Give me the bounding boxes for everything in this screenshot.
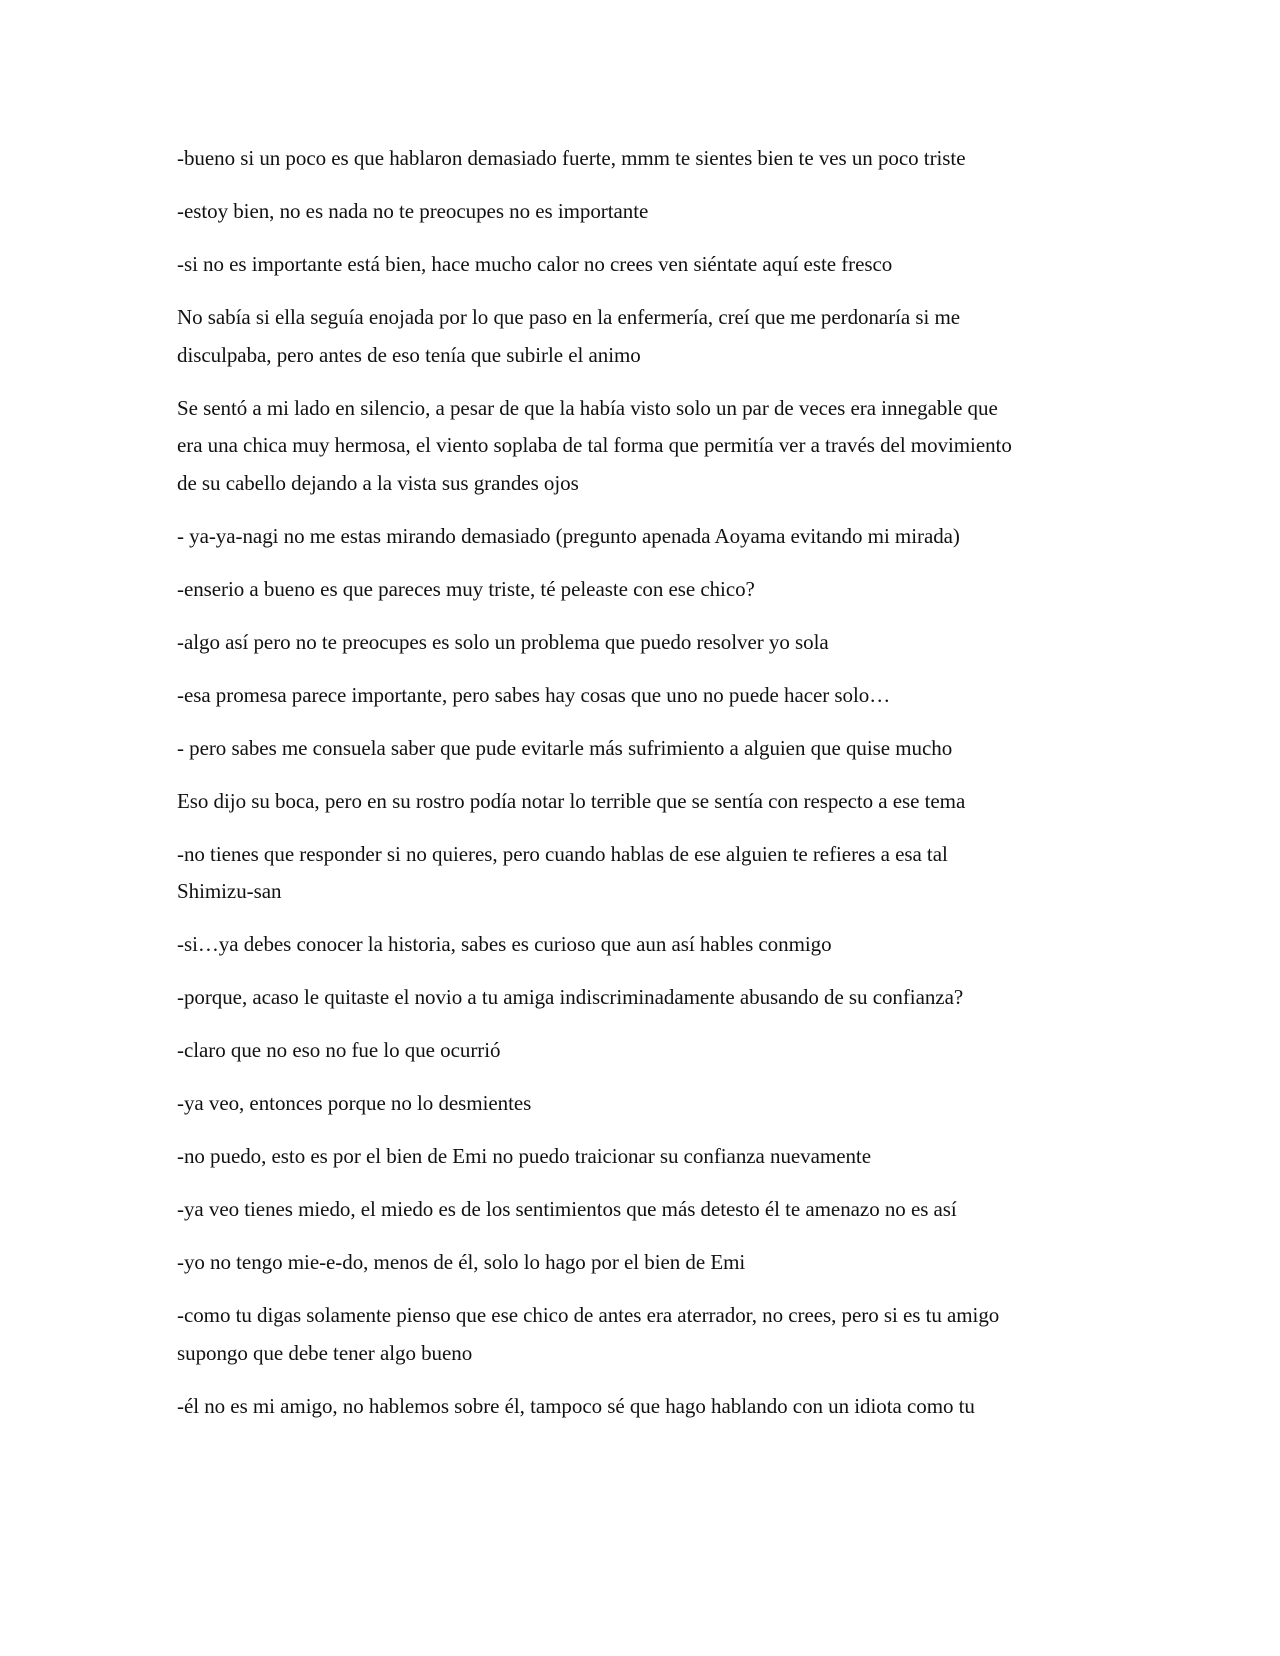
paragraph-3	[177, 246, 1117, 284]
text-line: -no tienes que responder si no quieres, pero cuando hablas de ese alguien te refieres a esa tal	[177, 841, 948, 866]
paragraph-8	[177, 624, 1117, 662]
text-line: supongo que debe tener algo bueno	[177, 1340, 473, 1365]
text-line: era una chica muy hermosa, el viento soplaba de tal forma que permitía ver a través del movimiento	[177, 433, 1012, 457]
paragraph-4	[177, 299, 1117, 374]
paragraph-9	[177, 677, 1117, 715]
text-line: -si…ya debes conocer la historia, sabes es curioso que aun así hables conmigo	[177, 932, 832, 956]
paragraph-15	[177, 1032, 1117, 1070]
text-line: -porque, acaso le quitaste el novio a tu amiga indiscriminadamente abusando de su confianza?	[177, 985, 964, 1009]
paragraph-2	[177, 193, 1117, 231]
text-line: -estoy bien, no es nada no te preocupes no es importante	[177, 199, 649, 223]
paragraph-19	[177, 1244, 1117, 1282]
paragraph-14	[177, 979, 1117, 1017]
text-line: -ya veo tienes miedo, el miedo es de los sentimientos que más detesto él te amenazo no es así	[177, 1197, 957, 1221]
text-line: de su cabello dejando a la vista sus grandes ojos	[177, 470, 579, 495]
text-line: -como tu digas solamente pienso que ese chico de antes era aterrador, no crees, pero si es tu amigo	[177, 1303, 1000, 1327]
paragraph-6	[177, 518, 1117, 556]
text-line: Eso dijo su boca, pero en su rostro podía notar lo terrible que se sentía con respecto a ese tema	[177, 788, 966, 813]
paragraph-12	[177, 836, 1117, 911]
text-line: -él no es mi amigo, no hablemos sobre él, tampoco sé que hago hablando con un idiota como tu	[177, 1393, 975, 1418]
text-line: Shimizu-san	[177, 879, 282, 903]
text-line: -no puedo, esto es por el bien de Emi no puedo traicionar su confianza nuevamente	[177, 1144, 871, 1168]
text-line: -bueno si un poco es que hablaron demasiado fuerte, mmm te sientes bien te ves un poco triste	[177, 146, 966, 170]
paragraph-17	[177, 1138, 1117, 1176]
text-line: -enserio a bueno es que pareces muy triste, té peleaste con ese chico?	[177, 576, 755, 601]
text-line: -si no es importante está bien, hace mucho calor no crees ven siéntate aquí este fresco	[177, 252, 893, 276]
text-line: -ya veo, entonces porque no lo desmientes	[177, 1091, 532, 1115]
paragraph-20	[177, 1297, 1117, 1372]
text-line: - pero sabes me consuela saber que pude evitarle más sufrimiento a alguien que quise mucho	[177, 735, 953, 760]
paragraph-10	[177, 730, 1117, 768]
document-body	[177, 140, 1117, 1441]
paragraph-21	[177, 1388, 1117, 1426]
paragraph-5	[177, 390, 1117, 503]
text-line: -yo no tengo mie-e-do, menos de él, solo lo hago por el bien de Emi	[177, 1250, 746, 1274]
text-line: No sabía si ella seguía enojada por lo que paso en la enfermería, creí que me perdonaría si me	[177, 305, 961, 329]
text-line: -esa promesa parece importante, pero sabes hay cosas que uno no puede hacer solo…	[177, 682, 891, 707]
text-line: - ya-ya-nagi no me estas mirando demasiado (pregunto apenada Aoyama evitando mi mirada)	[177, 523, 960, 548]
text-line: -algo así pero no te preocupes es solo un problema que puedo resolver yo sola	[177, 629, 829, 654]
paragraph-16	[177, 1085, 1117, 1123]
paragraph-18	[177, 1191, 1117, 1229]
text-line: Se sentó a mi lado en silencio, a pesar de que la había visto solo un par de veces era innegable que	[177, 395, 998, 420]
paragraph-7	[177, 571, 1117, 609]
paragraph-11	[177, 783, 1117, 821]
text-line: disculpaba, pero antes de eso tenía que subirle el animo	[177, 342, 641, 367]
paragraph-1	[177, 140, 1117, 178]
text-line: -claro que no eso no fue lo que ocurrió	[177, 1038, 501, 1062]
paragraph-13	[177, 926, 1117, 964]
